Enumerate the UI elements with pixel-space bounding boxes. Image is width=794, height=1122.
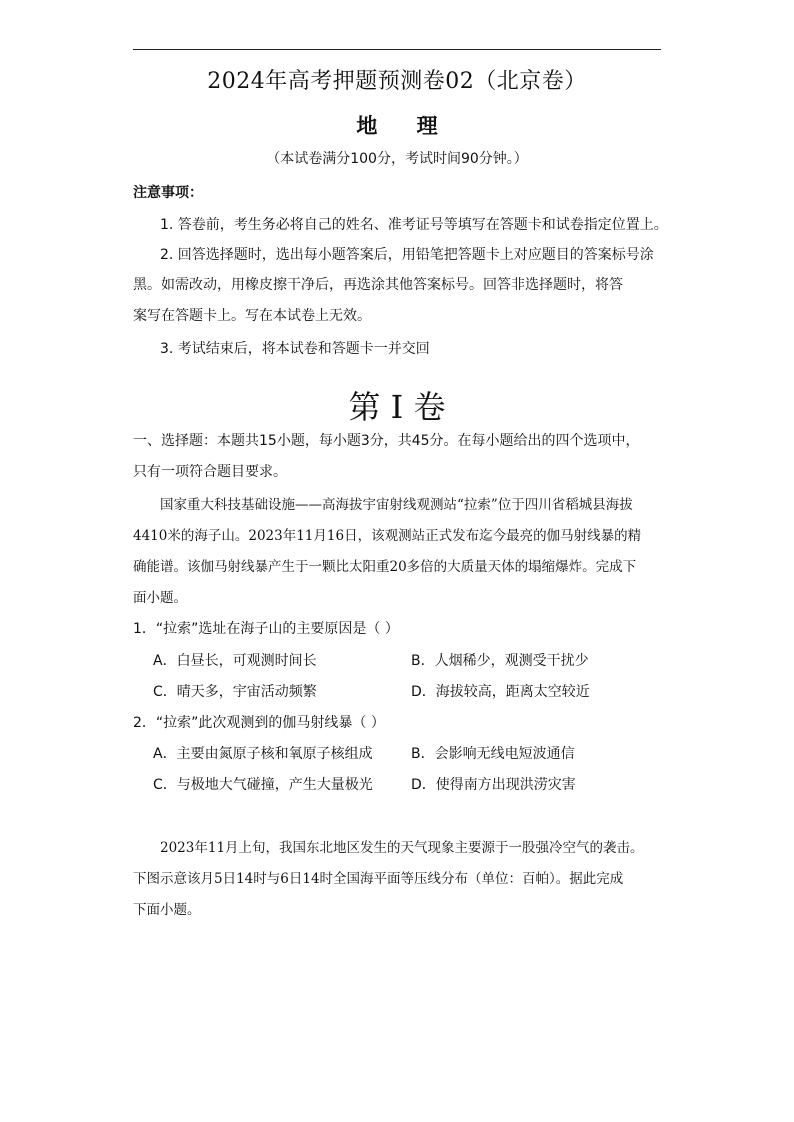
passage-line: 确能谱。该伽马射线暴产生于一颗比太阳重20多倍的大质量天体的塌缩爆炸。完成下: [133, 559, 637, 575]
question-option: C．晴天多，宇宙活动频繁: [153, 684, 317, 700]
section-intro-line: 一、选择题：本题共15小题，每小题3分，共45分。在每小题给出的四个选项中，: [133, 433, 640, 449]
instruction-line: 2. 回答选择题时，选出每小题答案后，用铅笔把答题卡上对应题目的答案标号涂: [160, 247, 654, 263]
question-stem: 2．“拉索”此次观测到的伽马射线暴（ ）: [133, 715, 385, 731]
volume-heading: 第 I 卷: [348, 388, 446, 426]
passage-line: 4410米的海子山。2023年11月16日，该观测站正式发布迄今最亮的伽马射线暴的精: [133, 528, 642, 544]
section-intro-line: 只有一项符合题目要求。: [133, 464, 287, 480]
instruction-line: 黑。如需改动，用橡皮擦干净后，再选涂其他答案标号。回答非选择题时，将答: [133, 277, 623, 293]
instruction-line: 案写在答题卡上。写在本试卷上无效。: [133, 308, 371, 324]
question-option: B．会影响无线电短波通信: [411, 746, 575, 762]
exam-note: （本试卷满分100分，考试时间90分钟。）: [266, 151, 528, 167]
instruction-line: 3. 考试结束后，将本试卷和答题卡一并交回: [160, 341, 430, 357]
question-option: D．海拔较高，距离太空较近: [411, 684, 590, 700]
header-rule: [133, 49, 661, 50]
passage-line: 下面小题。: [133, 902, 201, 918]
exam-title: 2024年高考押题预测卷02（北京卷）: [207, 69, 587, 94]
question-stem: 1．“拉索”选址在海子山的主要原因是（ ）: [133, 621, 399, 637]
question-option: B．人烟稀少，观测受干扰少: [411, 653, 589, 669]
subject-title: 地 理: [356, 113, 454, 138]
question-option: A．主要由氮原子核和氧原子核组成: [153, 746, 373, 762]
instructions-heading: 注意事项：: [133, 185, 203, 201]
instruction-line: 1. 答卷前，考生务必将自己的姓名、准考证号等填写在答题卡和试卷指定位置上。: [160, 217, 668, 233]
question-option: A．白昼长，可观测时间长: [153, 653, 317, 669]
passage-line: 2023年11月上旬，我国东北地区发生的天气现象主要源于一股强冷空气的袭击。: [160, 840, 644, 856]
passage-line: 国家重大科技基础设施——高海拔宇宙射线观测站“拉索”位于四川省稻城县海拔: [160, 497, 633, 513]
question-option: C．与极地大气碰撞，产生大量极光: [153, 777, 373, 793]
passage-line: 面小题。: [133, 590, 187, 606]
passage-line: 下图示意该月5日14时与6日14时全国海平面等压线分布（单位：百帕）。据此完成: [133, 871, 624, 887]
question-option: D．使得南方出现洪涝灾害: [411, 777, 576, 793]
